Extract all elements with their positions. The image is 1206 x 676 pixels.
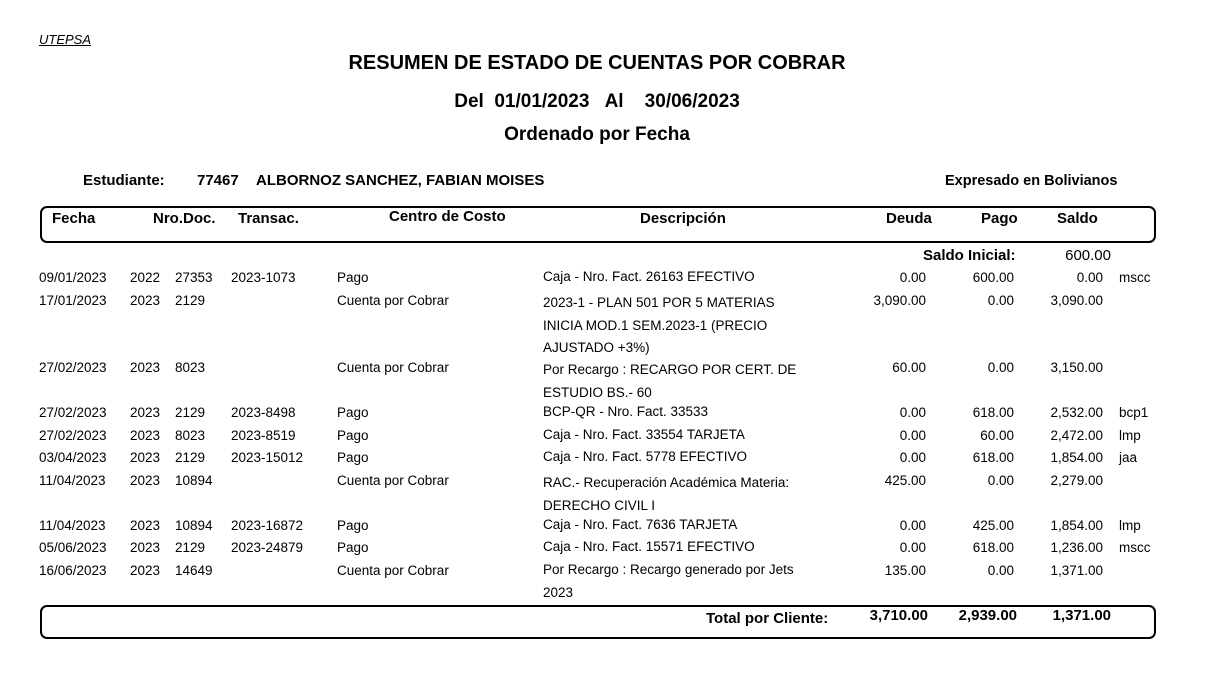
report-title: RESUMEN DE ESTADO DE CUENTAS POR COBRAR <box>348 52 846 74</box>
row-doc: 10894 <box>175 473 213 488</box>
saldo-inicial-value: 600.00 <box>1065 247 1111 264</box>
student-id: 77467 <box>197 172 239 189</box>
row-user: lmp <box>1119 428 1141 443</box>
row-centro: Cuenta por Cobrar <box>337 563 449 578</box>
row-fecha: 09/01/2023 <box>39 270 107 285</box>
row-fecha: 27/02/2023 <box>39 428 107 443</box>
row-pago: 0.00 <box>987 563 1014 578</box>
row-year: 2023 <box>130 563 161 578</box>
row-pago: 618.00 <box>972 450 1014 465</box>
row-centro: Cuenta por Cobrar <box>337 473 449 488</box>
row-descripcion: Caja - Nro. Fact. 5778 EFECTIVO <box>543 449 748 464</box>
row-descripcion: 2023-1 - PLAN 501 POR 5 MATERIAS INICIA MOD.1 SEM.2023-1 (PRECIO AJUSTADO +3%) <box>543 295 775 355</box>
total-label: Total por Cliente: <box>706 610 829 627</box>
row-deuda: 0.00 <box>899 540 926 555</box>
row-pago: 60.00 <box>980 428 1014 443</box>
row-transac: 2023-1073 <box>231 270 296 285</box>
row-transac: 2023-15012 <box>231 450 304 465</box>
row-deuda: 0.00 <box>899 450 926 465</box>
row-pago: 0.00 <box>987 293 1014 308</box>
row-descripcion: Caja - Nro. Fact. 26163 EFECTIVO <box>543 269 755 284</box>
row-saldo: 2,472.00 <box>1050 428 1103 443</box>
row-descripcion: Por Recargo : Recargo generado por Jets 2023 <box>543 562 794 600</box>
row-deuda: 60.00 <box>892 360 926 375</box>
row-pago: 618.00 <box>972 405 1014 420</box>
col-fecha: Fecha <box>52 210 96 227</box>
row-doc: 14649 <box>175 563 213 578</box>
row-year: 2023 <box>130 518 161 533</box>
row-year: 2023 <box>130 450 161 465</box>
row-fecha: 27/02/2023 <box>39 360 107 375</box>
row-user: lmp <box>1119 518 1141 533</box>
row-descripcion: BCP-QR - Nro. Fact. 33533 <box>543 404 709 419</box>
row-saldo: 1,854.00 <box>1050 518 1103 533</box>
col-pago: Pago <box>981 210 1018 227</box>
col-descripcion: Descripción <box>640 210 726 227</box>
row-doc: 8023 <box>175 428 206 443</box>
report-period: Del 01/01/2023 Al 30/06/2023 <box>454 91 740 112</box>
row-deuda: 135.00 <box>884 563 926 578</box>
row-pago: 618.00 <box>972 540 1014 555</box>
row-fecha: 11/04/2023 <box>39 473 106 488</box>
row-descripcion: Caja - Nro. Fact. 15571 EFECTIVO <box>543 539 755 554</box>
row-centro: Cuenta por Cobrar <box>337 360 449 375</box>
row-descripcion: Caja - Nro. Fact. 33554 TARJETA <box>543 427 745 442</box>
row-centro: Pago <box>337 405 369 420</box>
col-saldo: Saldo <box>1057 210 1098 227</box>
row-doc: 10894 <box>175 518 213 533</box>
row-pago: 0.00 <box>987 360 1014 375</box>
row-year: 2023 <box>130 473 161 488</box>
col-nrodoc: Nro.Doc. <box>153 210 216 227</box>
row-user: mscc <box>1119 270 1151 285</box>
row-user: mscc <box>1119 540 1151 555</box>
org-name: UTEPSA <box>39 32 92 47</box>
row-doc: 8023 <box>175 360 206 375</box>
row-saldo: 3,090.00 <box>1050 293 1103 308</box>
row-transac: 2023-16872 <box>231 518 304 533</box>
row-pago: 425.00 <box>972 518 1014 533</box>
row-year: 2023 <box>130 293 161 308</box>
row-year: 2022 <box>130 270 161 285</box>
row-doc: 2129 <box>175 293 206 308</box>
row-deuda: 425.00 <box>884 473 926 488</box>
row-doc: 2129 <box>175 540 206 555</box>
total-pago: 2,939.00 <box>958 607 1017 624</box>
row-user: jaa <box>1119 450 1138 465</box>
student-name: ALBORNOZ SANCHEZ, FABIAN MOISES <box>256 172 545 189</box>
row-saldo: 2,532.00 <box>1050 405 1103 420</box>
row-saldo: 2,279.00 <box>1050 473 1103 488</box>
total-deuda: 3,710.00 <box>869 607 928 624</box>
row-fecha: 03/04/2023 <box>39 450 107 465</box>
row-centro: Pago <box>337 518 369 533</box>
col-transac: Transac. <box>238 210 299 227</box>
saldo-inicial-label: Saldo Inicial: <box>923 247 1016 264</box>
row-centro: Pago <box>337 270 369 285</box>
report-order: Ordenado por Fecha <box>504 124 690 145</box>
col-centro: Centro de Costo <box>389 208 506 225</box>
row-centro: Pago <box>337 428 369 443</box>
row-pago: 600.00 <box>972 270 1014 285</box>
row-deuda: 0.00 <box>899 518 926 533</box>
row-saldo: 3,150.00 <box>1050 360 1103 375</box>
row-transac: 2023-8498 <box>231 405 296 420</box>
total-saldo: 1,371.00 <box>1052 607 1111 624</box>
row-fecha: 11/04/2023 <box>39 518 106 533</box>
row-deuda: 0.00 <box>899 405 926 420</box>
row-user: bcp1 <box>1119 405 1149 420</box>
row-descripcion: Por Recargo : RECARGO POR CERT. DE ESTUDIO BS.- 60 <box>543 362 797 400</box>
row-deuda: 0.00 <box>899 428 926 443</box>
row-transac: 2023-24879 <box>231 540 304 555</box>
row-centro: Pago <box>337 540 369 555</box>
row-saldo: 0.00 <box>1076 270 1103 285</box>
row-fecha: 17/01/2023 <box>39 293 107 308</box>
currency-note: Expresado en Bolivianos <box>945 173 1118 189</box>
row-saldo: 1,371.00 <box>1050 563 1103 578</box>
row-centro: Cuenta por Cobrar <box>337 293 449 308</box>
row-fecha: 16/06/2023 <box>39 563 107 578</box>
row-year: 2023 <box>130 540 161 555</box>
row-doc: 2129 <box>175 450 206 465</box>
student-label: Estudiante: <box>83 172 165 189</box>
row-saldo: 1,854.00 <box>1050 450 1103 465</box>
row-saldo: 1,236.00 <box>1050 540 1103 555</box>
row-doc: 2129 <box>175 405 206 420</box>
row-fecha: 05/06/2023 <box>39 540 107 555</box>
col-deuda: Deuda <box>886 210 932 227</box>
row-year: 2023 <box>130 428 161 443</box>
row-fecha: 27/02/2023 <box>39 405 107 420</box>
row-descripcion: Caja - Nro. Fact. 7636 TARJETA <box>543 517 738 532</box>
row-doc: 27353 <box>175 270 213 285</box>
row-deuda: 0.00 <box>899 270 926 285</box>
row-year: 2023 <box>130 405 161 420</box>
row-transac: 2023-8519 <box>231 428 296 443</box>
row-deuda: 3,090.00 <box>873 293 926 308</box>
row-centro: Pago <box>337 450 369 465</box>
row-descripcion: RAC.- Recuperación Académica Materia: DERECHO CIVIL I <box>543 475 790 513</box>
row-pago: 0.00 <box>987 473 1014 488</box>
row-year: 2023 <box>130 360 161 375</box>
